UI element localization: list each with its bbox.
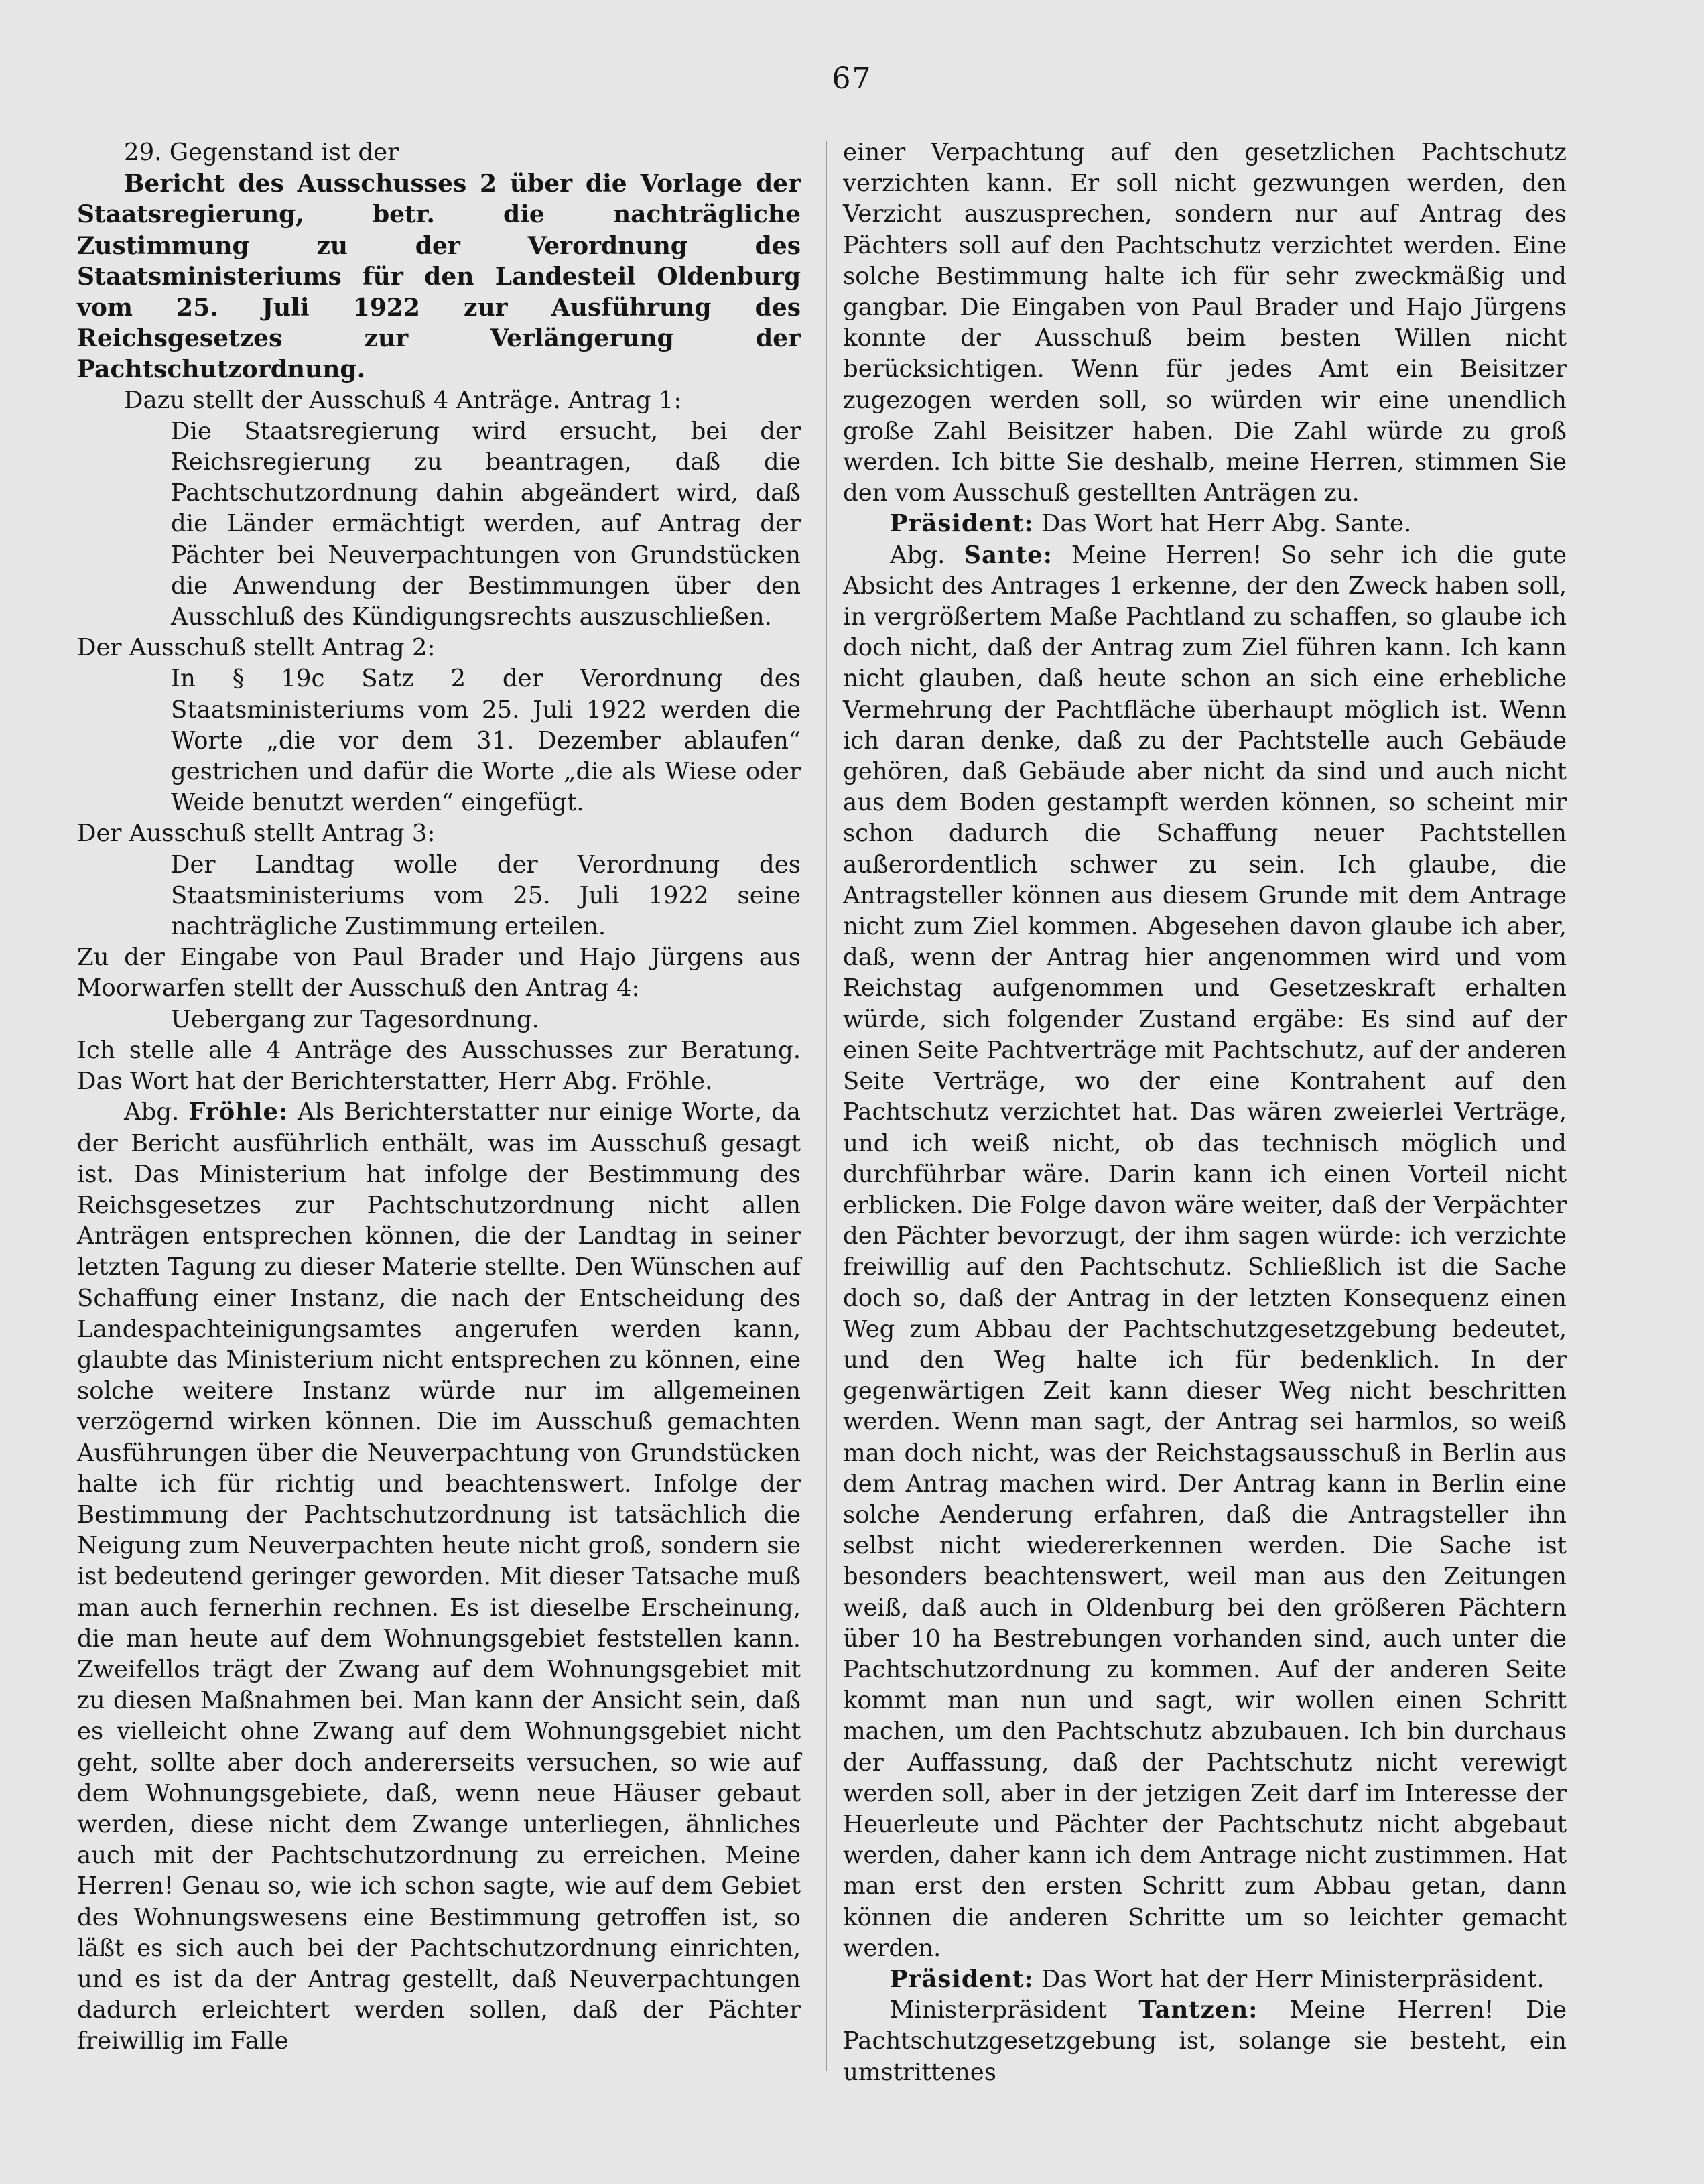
proposals-intro: Dazu stellt der Ausschuß 4 Anträge. Antrag 1: (124, 386, 682, 414)
report-title: Bericht des Ausschusses 2 über die Vorlage der Staatsregierung, betr. die nachträgliche Zustimmung zu der Verordnung des Staatsministeriums für den Landesteil Oldenburg vom 25. Juli 1922 zur Ausführung des Reichsgesetzes zur Verlängerung der Pachtschutzordnung. (77, 170, 801, 384)
proposal-4-text: Uebergang zur Tagesordnung. (171, 1005, 539, 1033)
proposal-4-intro: Zu der Eingabe von Paul Brader und Hajo Jürgens aus Moorwarfen stellt der Ausschuß den Antrag 4: (77, 944, 801, 1003)
proposal-2-text: In § 19c Satz 2 der Verordnung des Staatsministeriums vom 25. Juli 1922 werden die Worte „die vor dem 31. Dezember ablaufen“ gestrichen und dafür die Worte „die als Wiese oder Weide benutzt werden“ eingefügt. (171, 665, 801, 817)
president-remark-2-text: Das Wort hat der Herr Ministerpräsident. (1041, 1965, 1545, 1993)
president-remark-1-text: Das Wort hat Herr Abg. Sante. (1041, 510, 1412, 538)
speech-tantzen-text: Meine Herren! Die Pachtschutzgesetzgebung ist, solange sie besteht, ein umstrittenes (843, 1996, 1567, 2086)
page-number: 67 (832, 62, 872, 96)
speech-sante-text: Meine Herren! So sehr ich die gute Absicht des Antrages 1 erkenne, der den Zweck haben soll, in vergrößertem Maße Pachtland zu schaffen, so glaube ich doch nicht, daß der Antrag zum Ziel führen kann. Ich kann nicht glauben, daß heute schon an sich eine erhebliche Vermehrung der Pachtfläche überhaupt möglich ist. Wenn ich daran denke, daß zu der Pachtstelle auch Gebäude gehören, daß Gebäude aber nicht da sind und auch nicht aus dem Boden gestampft werden können, so scheint mir schon dadurch die Schaffung neuer Pachtstellen außerordentlich schwer zu sein. Ich glaube, die Antragsteller können aus diesem Grunde mit dem Antrage nicht zum Ziel kommen. Abgesehen davon glaube ich aber, daß, wenn der Antrag hier angenommen wird und vom Reichstag aufgenommen und Gesetzeskraft erhalten würde, sich folgender Zustand ergäbe: Es sind auf der einen Seite Pachtverträge mit Pachtschutz, auf der anderen Seite Verträge, wo der eine Kontrahent auf den Pachtschutz verzichtet hat. Das wären zweierlei Verträge, und ich weiß nicht, ob das technisch möglich und durchführbar wäre. Darin kann ich einen Vorteil nicht erblicken. Die Folge davon wäre weiter, daß der Verpächter den Pächter bevorzugt, der ihm sagen würde: ich verzichte freiwillig auf den Pachtschutz. Schließlich ist die Sache doch so, daß der Antrag in der letzten Konsequenz einen Weg zum Abbau der Pachtschutzgesetzgebung bedeutet, und den Weg halte ich für bedenklich. In der gegenwärtigen Zeit kann dieser Weg nicht beschritten werden. Wenn man sagt, der Antrag sei harmlos, so weiß man doch nicht, was der Reichstagsausschuß in Berlin aus dem Antrag machen wird. Der Antrag kann in Berlin eine solche Aenderung erfahren, daß die Antragsteller ihn selbst nicht wiedererkennen werden. Die Sache ist besonders beachtenswert, weil man aus den Zeitungen weiß, daß auch in Oldenburg bei den größeren Pächtern über 10 ha Bestrebungen vorhanden sind, auch unter die Pachtschutzordnung zu kommen. Auf der anderen Seite kommt man nun und sagt, wir wollen einen Schritt machen, um den Pachtschutz abzubauen. Ich bin durchaus der Auffassung, daß der Pachtschutz nicht verewigt werden soll, aber in der jetzigen Zeit darf im Interesse der Heuerleute und Pächter der Pachtschutz nicht abgebaut werden, daher kann ich dem Antrage nicht zustimmen. Hat man erst den ersten Schritt zum Abbau getan, dann können die anderen Schritte um so leichter gemacht werden. (843, 541, 1567, 1962)
speaker-name-sante: Sante: (964, 541, 1053, 569)
speaker-name-president: Präsident: (890, 1965, 1034, 1993)
president-remark-1 (843, 509, 1567, 539)
right-column (843, 137, 1567, 2088)
speech-froehle-continuation: einer Verpachtung auf den gesetzlichen Pachtschutz verzichten kann. Er soll nicht gezwungen werden, den Verzicht auszusprechen, sondern nur auf Antrag des Pächters soll auf den Pachtschutz verzichtet werden. Eine solche Bestimmung halte ich für sehr zweckmäßig und gangbar. Die Eingaben von Paul Brader und Hajo Jürgens konnte der Ausschuß beim besten Willen nicht berücksichtigen. Wenn für jedes Amt ein Beisitzer zugezogen werden soll, so würden wir eine unendlich große Zahl Beisitzer haben. Die Zahl würde zu groß werden. Ich bitte Sie deshalb, meine Herren, stimmen Sie den vom Ausschuß gestellten Anträgen zu. (843, 139, 1567, 507)
agenda-item-intro: 29. Gegenstand ist der (124, 139, 399, 166)
speaker-name-president: Präsident: (890, 510, 1034, 538)
speech-froehle-text: Als Berichterstatter nur einige Worte, da der Bericht ausführlich enthält, was im Ausschuß gesagt ist. Das Ministerium hat infolge der Bestimmung des Reichsgesetzes zur Pachtschutzordnung nicht allen Anträgen entsprechen können, die der Landtag in seiner letzten Tagung zu dieser Materie stellte. Den Wünschen auf Schaffung einer Instanz, die nach der Entscheidung des Landespachteinigungsamtes angerufen werden kann, glaubte das Ministerium nicht entsprechen zu können, eine solche weitere Instanz würde nur im allgemeinen verzögernd wirken können. Die im Ausschuß gemachten Ausführungen über die Neuverpachtung von Grundstücken halte ich für richtig und beachtenswert. Infolge der Bestimmung der Pachtschutzordnung ist tatsächlich die Neigung zum Neuverpachten heute nicht groß, sondern sie ist bedeutend geringer geworden. Mit dieser Tatsache muß man auch fernerhin rechnen. Es ist dieselbe Erscheinung, die man heute auf dem Wohnungsgebiet feststellen kann. Zweifellos trägt der Zwang auf dem Wohnungsgebiet mit zu diesen Maßnahmen bei. Man kann der Ansicht sein, daß es vielleicht ohne Zwang auf dem Wohnungsgebiet nicht geht, sollte aber doch andererseits versuchen, so wie auf dem Wohnungsgebiete, daß, wenn neue Häuser gebaut werden, diese nicht dem Zwange unterliegen, ähnliches auch mit der Pachtschutzordnung zu erreichen. Meine Herren! Genau so, wie ich schon sagte, wie auf dem Gebiet des Wohnungswesens eine Bestimmung getroffen ist, so läßt es sich auch bei der Pachtschutzordnung einrichten, und es ist da der Antrag gestellt, daß Neuverpachtungen dadurch erleichtert werden sollen, daß der Pächter freiwillig im Falle (77, 1098, 801, 2055)
debate-open-text: Ich stelle alle 4 Anträge des Ausschusses zur Beratung. Das Wort hat der Berichterstatter, Herr Abg. Fröhle. (77, 1036, 801, 1096)
proposal-3-text: Der Landtag wolle der Verordnung des Staatsministeriums vom 25. Juli 1922 seine nachträgliche Zustimmung erteilen. (171, 850, 801, 941)
speech-tantzen (843, 1995, 1567, 2088)
left-column (77, 137, 801, 2057)
president-remark-2 (843, 1964, 1567, 1995)
speaker-title: Ministerpräsident (890, 1996, 1107, 2025)
speaker-title: Abg. (124, 1098, 180, 1127)
speaker-name-tantzen: Tantzen: (1138, 1996, 1258, 2025)
column-divider (826, 141, 827, 2071)
proposal-1-text: Die Staatsregierung wird ersucht, bei der Reichsregierung zu beantragen, daß die Pachtschutzordnung dahin abgeändert wird, daß die Länder ermächtigt werden, auf Antrag der Pächter bei Neuverpachtungen von Grundstücken die Anwendung der Bestimmungen über den Ausschluß des Kündigungsrechts auszuschließen. (171, 417, 801, 631)
speaker-name-froehle: Fröhle: (188, 1098, 289, 1127)
proposal-3-intro: Der Ausschuß stellt Antrag 3: (77, 820, 436, 848)
speaker-title: Abg. (890, 541, 945, 569)
speech-froehle (77, 1097, 801, 2057)
speech-sante (843, 540, 1567, 1964)
proposal-2-intro: Der Ausschuß stellt Antrag 2: (77, 634, 436, 662)
